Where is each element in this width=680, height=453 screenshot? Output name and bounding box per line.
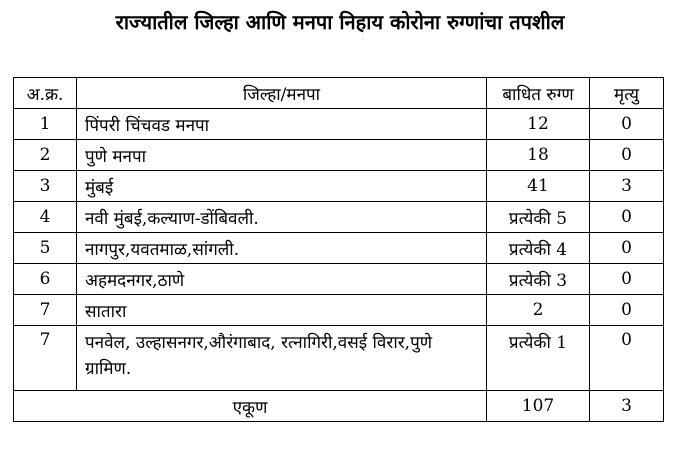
table-header-row [14, 78, 664, 109]
row-deaths: 0 [590, 326, 664, 391]
total-deaths: 3 [590, 391, 664, 422]
table-row [14, 326, 664, 391]
row-serial-no: 2 [14, 140, 77, 171]
row-district: पुणे मनपा [77, 140, 487, 171]
table-row [14, 233, 664, 264]
row-district: नागपुर,यवतमाळ,सांगली. [77, 233, 487, 264]
row-serial-no: 7 [14, 295, 77, 326]
table-row [14, 264, 664, 295]
row-serial-no: 1 [14, 109, 77, 140]
row-deaths: 0 [590, 295, 664, 326]
row-serial-no: 3 [14, 171, 77, 202]
table-row [14, 295, 664, 326]
row-district: पिंपरी चिंचवड मनपा [77, 109, 487, 140]
row-cases: 12 [487, 109, 590, 140]
row-district: पनवेल, उल्हासनगर,औरंगाबाद, रत्नागिरी,वसई विरार,पुणे ग्रामिण. [77, 326, 487, 391]
row-cases: 41 [487, 171, 590, 202]
table-row [14, 202, 664, 233]
row-district: अहमदनगर,ठाणे [77, 264, 487, 295]
row-district: मुंबई [77, 171, 487, 202]
row-cases: प्रत्येकी 5 [487, 202, 590, 233]
total-cases: 107 [487, 391, 590, 422]
page-title: राज्यातील जिल्हा आणि मनपा निहाय कोरोना रुग्णांचा तपशील [115, 10, 565, 34]
row-district: नवी मुंबई,कल्याण-डोंबिवली. [77, 202, 487, 233]
row-district: सातारा [77, 295, 487, 326]
row-cases: 2 [487, 295, 590, 326]
row-serial-no: 4 [14, 202, 77, 233]
row-deaths: 0 [590, 202, 664, 233]
table-row [14, 109, 664, 140]
table-row [14, 140, 664, 171]
total-label: एकूण [14, 391, 487, 422]
row-deaths: 0 [590, 233, 664, 264]
table-row [14, 171, 664, 202]
header-deaths: मृत्यु [590, 78, 664, 109]
row-cases: 18 [487, 140, 590, 171]
row-serial-no: 7 [14, 326, 77, 391]
row-cases: प्रत्येकी 1 [487, 326, 590, 391]
header-cases: बाधित रुग्ण [487, 78, 590, 109]
row-deaths: 0 [590, 109, 664, 140]
header-serial-no: अ.क्र. [14, 78, 77, 109]
row-cases: प्रत्येकी 4 [487, 233, 590, 264]
row-deaths: 0 [590, 140, 664, 171]
row-serial-no: 6 [14, 264, 77, 295]
header-district: जिल्हा/मनपा [77, 78, 487, 109]
total-row [14, 391, 664, 422]
row-cases: प्रत्येकी 3 [487, 264, 590, 295]
district-cases-table [13, 77, 664, 422]
row-deaths: 0 [590, 264, 664, 295]
row-deaths: 3 [590, 171, 664, 202]
row-serial-no: 5 [14, 233, 77, 264]
